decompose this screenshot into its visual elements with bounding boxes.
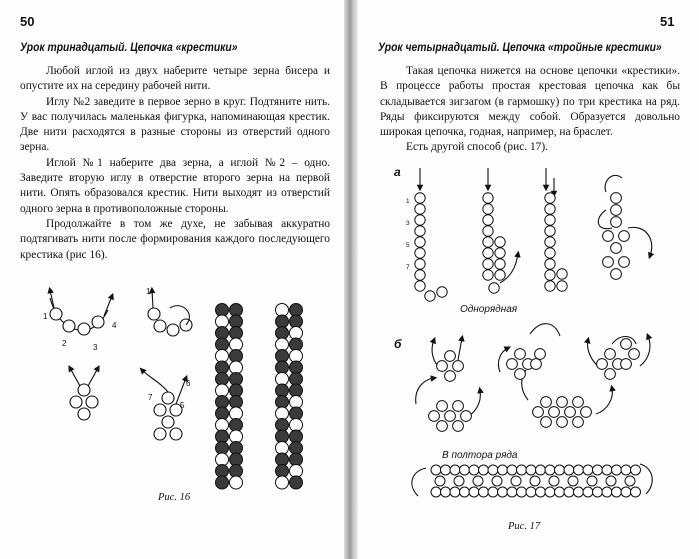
bead	[557, 269, 567, 279]
bead	[437, 287, 447, 297]
paragraph: Иглой №1 наберите два зерна, а иглой №2 – одно. Заведите вторую иглу в отверстие второго зерна на первой нити. Опять образовался крестик. Нити выходят из отверстий одного зерна в противоположные стороны.	[20, 156, 330, 215]
bead	[549, 407, 560, 418]
bead	[621, 487, 631, 497]
bead	[498, 465, 508, 475]
lesson-13-text	[20, 64, 330, 263]
bead	[479, 465, 489, 475]
bead	[230, 476, 243, 489]
bead	[545, 465, 555, 475]
fig17-num-5: 5	[406, 242, 410, 249]
page-number-right: 51	[660, 14, 675, 29]
fig17-label-single-row: Однорядная	[460, 304, 518, 315]
bead	[621, 359, 632, 370]
bead	[631, 487, 641, 497]
fig16-label-2: 2	[62, 339, 67, 348]
bead	[507, 465, 517, 475]
bead	[415, 193, 425, 203]
figure-17-caption: Рис. 17	[508, 521, 541, 532]
bead	[415, 281, 425, 291]
bead	[492, 476, 502, 486]
bead	[541, 417, 552, 428]
bead	[531, 359, 542, 370]
bead	[495, 248, 505, 258]
figure-17	[350, 158, 699, 513]
bead	[526, 487, 536, 497]
paragraph: Любой иглой из двух наберите четыре зерна бисера и опустите их на середину рабочей нити.	[20, 65, 330, 93]
fig16-step2-beads	[148, 290, 192, 336]
bead	[583, 487, 593, 497]
lesson-14-text	[380, 64, 680, 156]
bead	[461, 411, 472, 422]
bead	[511, 476, 521, 486]
fig17-label-b: б	[394, 337, 402, 351]
bead	[619, 231, 630, 242]
bead	[515, 349, 526, 360]
bead	[450, 465, 460, 475]
bead	[507, 487, 517, 497]
bead	[593, 465, 603, 475]
bead	[441, 487, 451, 497]
bead	[517, 487, 527, 497]
bead	[631, 465, 641, 475]
fig16-label-6: 6	[186, 379, 191, 388]
fig17-label-one-and-half: В полтора ряда	[442, 450, 518, 461]
page-number-left: 50	[20, 14, 35, 29]
bead	[564, 487, 574, 497]
bead	[415, 237, 425, 247]
fig16-label-1b: 1	[146, 287, 151, 296]
bead	[605, 349, 616, 360]
bead	[555, 487, 565, 497]
bead	[488, 465, 498, 475]
bead	[545, 226, 555, 236]
paragraph: Такая цепочка нижется на основе цепочки «крестики». В процессе работы простая крестовая цепочка как бы складывается зигзагом (в гармошку) по три крестика на ряд. Ряды фиксируются между собой. Образуется довольно широкая цепочка, годная, например, на браслет.	[380, 65, 680, 139]
bead	[483, 270, 493, 280]
bead	[483, 215, 493, 225]
bead	[535, 349, 546, 360]
bead	[445, 411, 456, 422]
bead	[450, 487, 460, 497]
bead	[621, 465, 631, 475]
bead	[574, 465, 584, 475]
fig16-label-3: 3	[93, 343, 98, 352]
bead	[415, 204, 425, 214]
bead	[612, 465, 622, 475]
fig17-a-step3	[546, 168, 554, 194]
bead	[545, 270, 555, 280]
bead	[611, 243, 622, 254]
bead	[611, 205, 622, 216]
bead	[498, 487, 508, 497]
bead	[573, 417, 584, 428]
fig16-step1-beads	[50, 290, 112, 335]
bead	[629, 349, 640, 360]
bead	[460, 487, 470, 497]
bead	[611, 217, 622, 228]
bead	[415, 248, 425, 258]
bead	[415, 226, 425, 236]
fig17-num-3: 3	[406, 220, 410, 227]
bead	[605, 369, 616, 380]
bead	[557, 417, 568, 428]
bead	[612, 487, 622, 497]
bead	[611, 269, 622, 280]
bead	[435, 476, 445, 486]
bead	[611, 193, 622, 204]
bead	[587, 476, 597, 486]
bead	[593, 487, 603, 497]
bead	[530, 476, 540, 486]
bead	[517, 465, 527, 475]
bead	[483, 259, 493, 269]
bead	[568, 476, 578, 486]
fig17-num-1: 1	[406, 198, 410, 205]
bead	[483, 226, 493, 236]
figure-16	[0, 268, 344, 518]
bead	[549, 476, 559, 486]
bead	[453, 401, 464, 412]
bead	[483, 204, 493, 214]
bead	[460, 465, 470, 475]
bead	[483, 193, 493, 203]
bead	[619, 257, 630, 268]
bead	[431, 465, 441, 475]
bead	[453, 361, 464, 372]
fig17-a-step4	[598, 175, 651, 256]
paragraph: Продолжайте в том же духе, не забывая аккуратно подтягивать нити после формирования каждого последующего крестика (рис 16).	[20, 217, 330, 261]
fig17-num-7: 7	[406, 264, 410, 271]
bead	[564, 465, 574, 475]
fig16-label-7: 7	[148, 393, 153, 402]
bead	[469, 465, 479, 475]
bead	[483, 248, 493, 258]
bead	[541, 397, 552, 408]
bead	[441, 465, 451, 475]
bead	[603, 257, 614, 268]
right-page	[350, 0, 699, 559]
bead	[437, 421, 448, 432]
bead	[545, 237, 555, 247]
bead	[445, 351, 456, 362]
bead	[469, 487, 479, 497]
fig16-label-5: 5	[180, 401, 185, 410]
bead	[581, 407, 592, 418]
bead	[431, 487, 441, 497]
bead	[489, 283, 499, 293]
bead	[216, 476, 229, 489]
bead	[445, 371, 456, 382]
bead	[483, 237, 493, 247]
bead	[557, 281, 567, 291]
paragraph: Есть другой способ (рис. 17).	[406, 141, 548, 154]
bead	[606, 476, 616, 486]
bead	[437, 401, 448, 412]
bead	[574, 487, 584, 497]
bead	[473, 476, 483, 486]
bead	[602, 487, 612, 497]
lesson-14-heading: Урок четырнадцатый. Цепочка «тройные крестики»	[378, 42, 662, 54]
bead	[545, 248, 555, 258]
bead	[479, 487, 489, 497]
bead	[415, 270, 425, 280]
paragraph: Иглу №2 заведите в первое зерно в круг. Подтяните нить. У вас получилась маленькая фигурка, напоминающая крестик. Две нити расходятся в разные стороны из отверстий одного зерна.	[20, 95, 330, 154]
fig17-label-a: а	[394, 165, 401, 179]
bead	[437, 361, 448, 372]
bead	[425, 291, 435, 301]
bead	[495, 237, 505, 247]
bead	[545, 204, 555, 214]
fig16-label-1: 1	[43, 312, 48, 321]
bead	[573, 397, 584, 408]
bead	[603, 231, 614, 242]
bead	[621, 339, 632, 350]
fig16-label-4: 4	[112, 321, 117, 330]
bead	[536, 465, 546, 475]
bead	[565, 407, 576, 418]
bead	[545, 193, 555, 203]
lesson-13-heading: Урок тринадцатый. Цепочка «крестики»	[20, 42, 238, 54]
bead	[597, 359, 608, 370]
bead	[526, 465, 536, 475]
bead	[602, 465, 612, 475]
bead	[555, 465, 565, 475]
fig16-step3-beads	[70, 368, 98, 420]
bead	[495, 270, 505, 280]
bead	[495, 259, 505, 269]
bead	[276, 476, 289, 489]
bead	[290, 476, 303, 489]
bead	[625, 476, 635, 486]
bead	[536, 487, 546, 497]
bead	[415, 259, 425, 269]
fig16-chain-b	[276, 304, 303, 490]
bead	[454, 476, 464, 486]
fig16-chain-a	[216, 304, 243, 490]
bead	[545, 215, 555, 225]
bead	[415, 215, 425, 225]
bead	[545, 487, 555, 497]
bead	[515, 369, 526, 380]
bead	[507, 359, 518, 370]
bead	[533, 407, 544, 418]
figure-16-caption: Рис. 16	[158, 492, 191, 503]
bead	[453, 421, 464, 432]
bead	[557, 397, 568, 408]
bead	[583, 465, 593, 475]
bead	[429, 411, 440, 422]
bead	[545, 281, 555, 291]
bead	[488, 487, 498, 497]
bead	[545, 259, 555, 269]
